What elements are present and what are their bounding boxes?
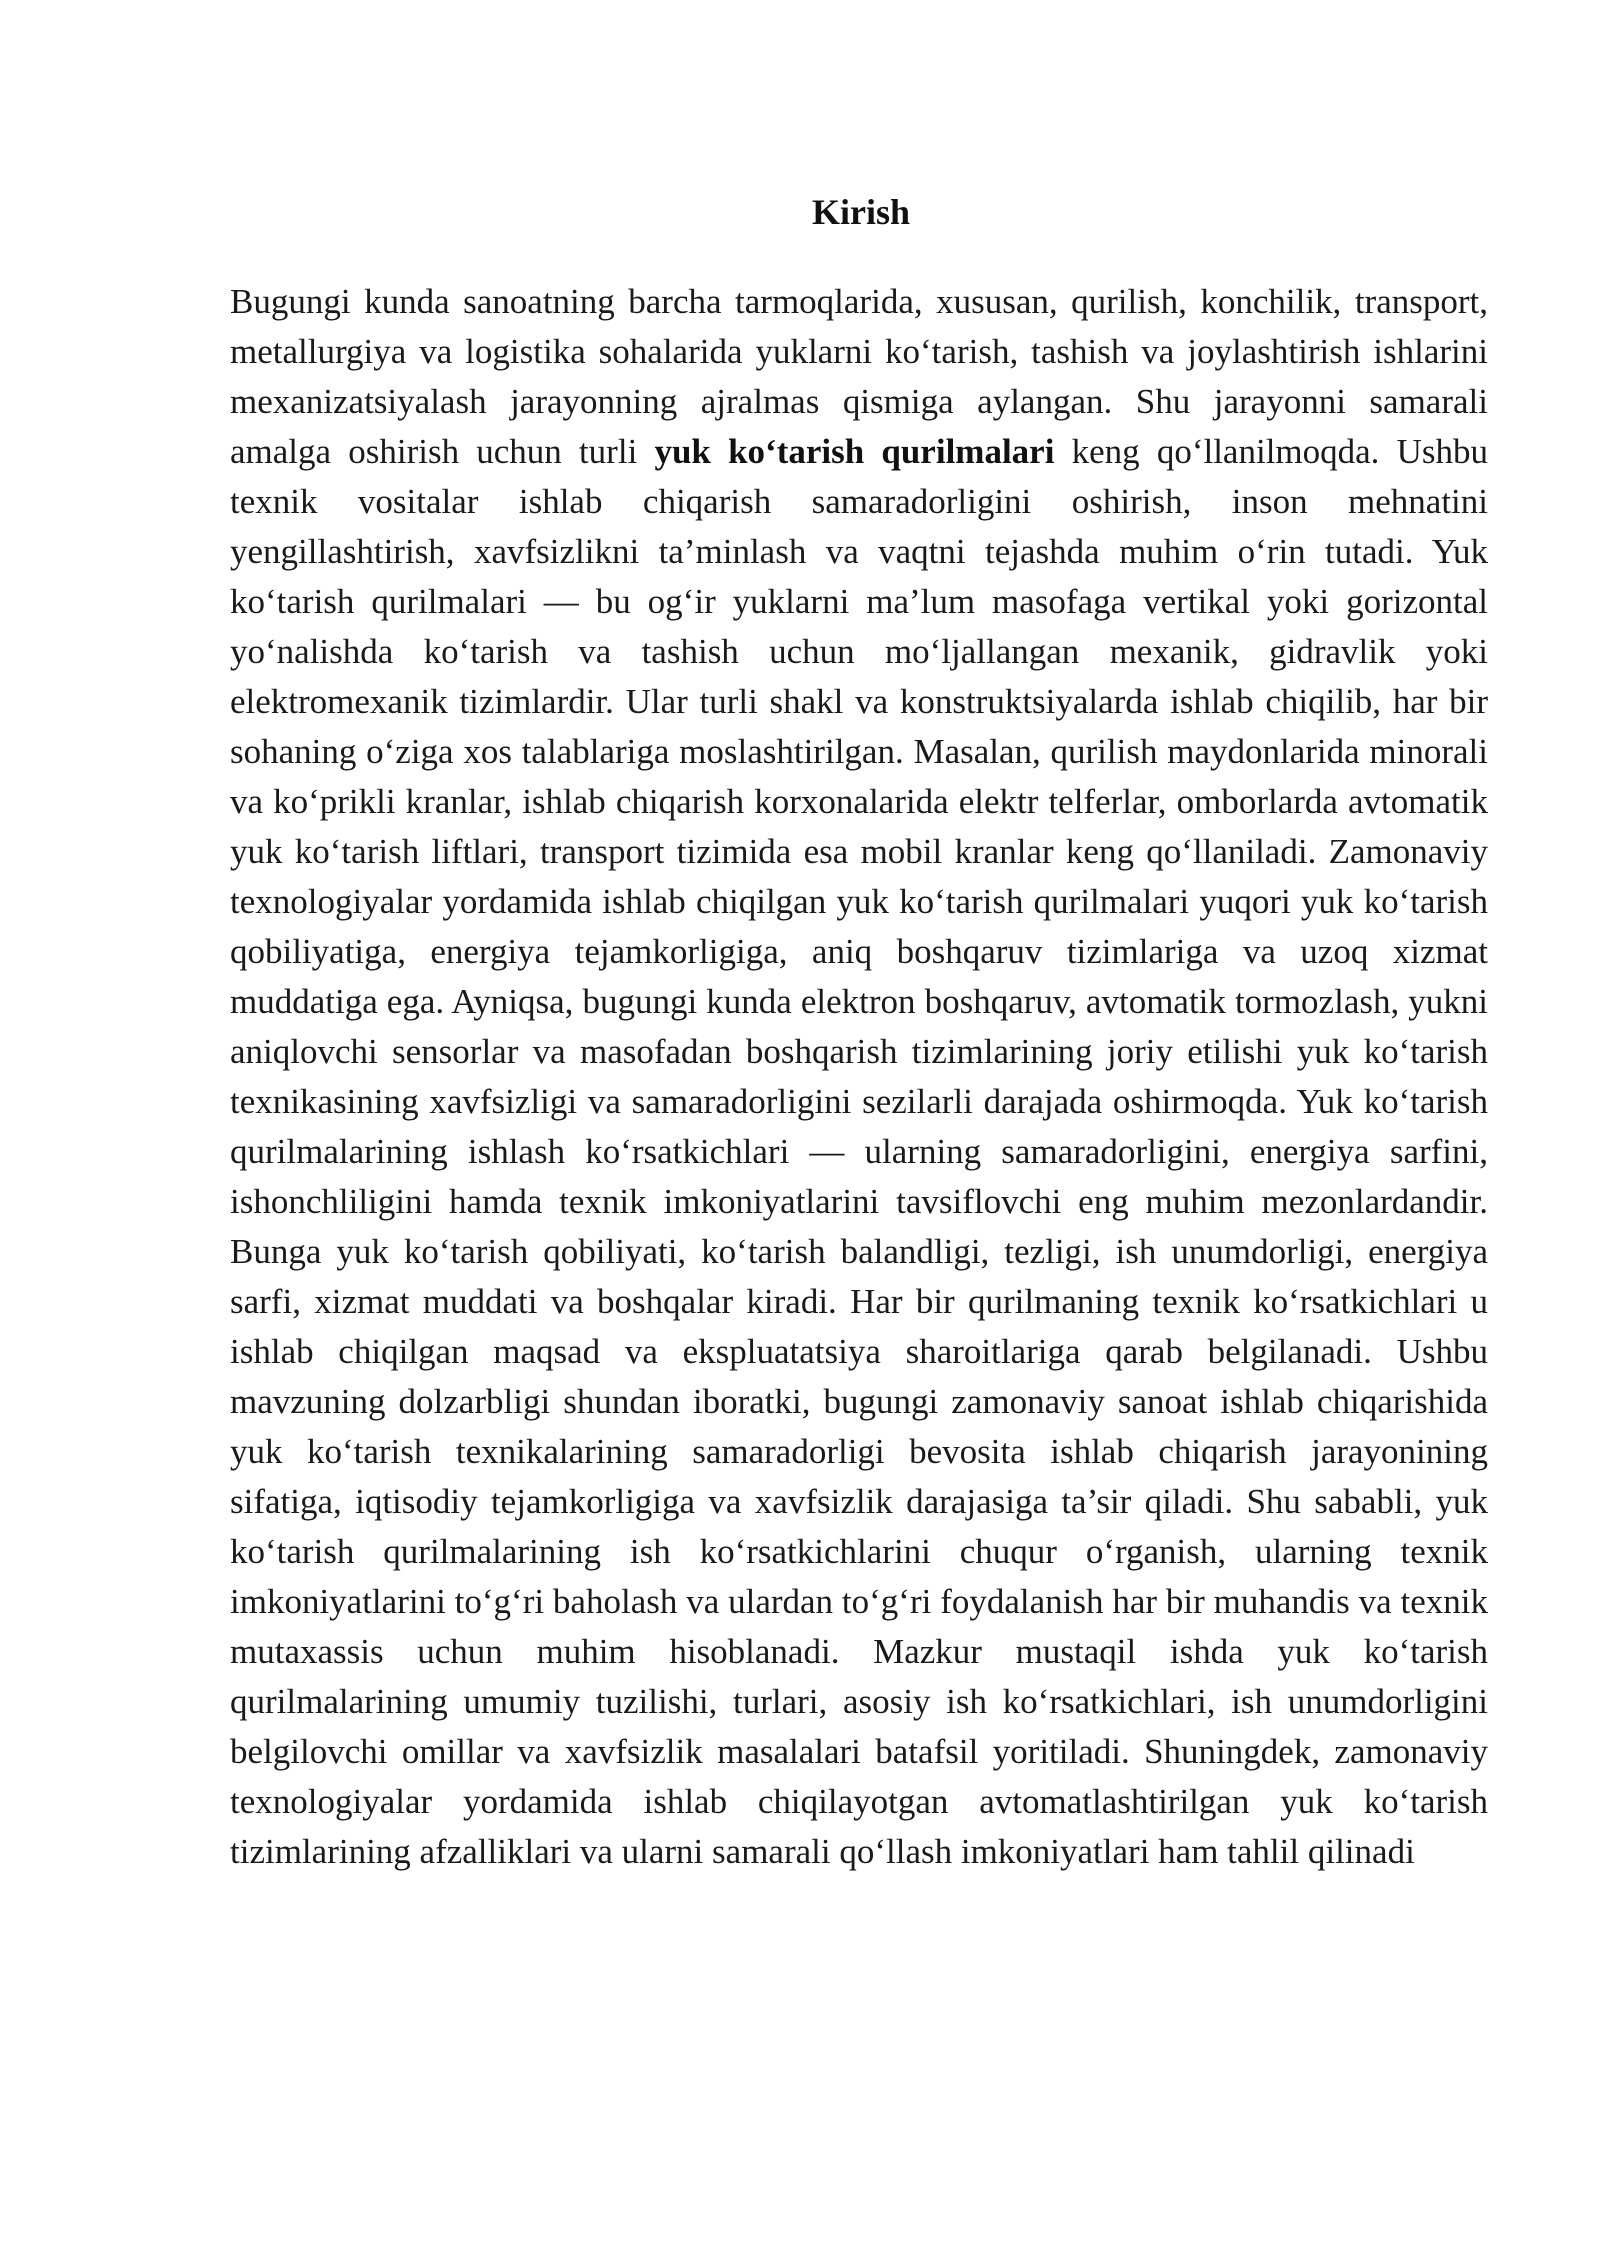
- paragraph-text-end: keng qo‘llanilmoqda. Ushbu texnik vositalar ishlab chiqarish samaradorligini oshirish, inson mehnatini yengillashtirish, xavfsizlikni ta’minlash va vaqtni tejashda muhim o‘rin tutadi. Yuk ko‘tarish qurilmalari — bu og‘ir yuklarni ma’lum masofaga vertikal yoki gorizontal yo‘nalishda ko‘tarish va tashish uchun mo‘ljallangan mexanik, gidravlik yoki elektromexanik tizimlardir. Ular turli shakl va konstruktsiyalarda ishlab chiqilib, har bir sohaning o‘ziga xos talablariga moslashtirilgan. Masalan, qurilish maydonlarida minorali va ko‘prikli kranlar, ishlab chiqarish korxonalarida elektr telferlar, omborlarda avtomatik yuk ko‘tarish liftlari, transport tizimida esa mobil kranlar keng qo‘llaniladi. Zamonaviy texnologiyalar yordamida ishlab chiqilgan yuk ko‘tarish qurilmalari yuqori yuk ko‘tarish qobiliyatiga, energiya tejamkorligiga, aniq boshqaruv tizimlariga va uzoq xizmat muddatiga ega. Ayniqsa, bugungi kunda elektron boshqaruv, avtomatik tormozlash, yukni aniqlovchi sensorlar va masofadan boshqarish tizimlarining joriy etilishi yuk ko‘tarish texnikasining xavfsizligi va samaradorligini sezilarli darajada oshirmoqda. Yuk ko‘tarish qurilmalarining ishlash ko‘rsatkichlari — ularning samaradorligini, energiya sarfini, ishonchliligini hamda texnik imkoniyatlarini tavsiflovchi eng muhim mezonlardandir. Bunga yuk ko‘tarish qobiliyati, ko‘tarish balandligi, tezligi, ish unumdorligi, energiya sarfi, xizmat muddati va boshqalar kiradi. Har bir qurilmaning texnik ko‘rsatkichlari u ishlab chiqilgan maqsad va ekspluatatsiya sharoitlariga qarab belgilanadi. Ushbu mavzuning dolzarbligi shundan iboratki, bugungi zamonaviy sanoat ishlab chiqarishida yuk ko‘tarish texnikalarining samaradorligi bevosita ishlab chiqarish jarayonining sifatiga, iqtisodiy tejamkorligiga va xavfsizlik darajasiga ta’sir qiladi. Shu sababli, yuk ko‘tarish qurilmalarining ish ko‘rsatkichlarini chuqur o‘rganish, ularning texnik imkoniyatlarini to‘g‘ri baholash va ulardan to‘g‘ri foydalanish har bir muhandis va texnik mutaxassis uchun muhim hisoblanadi. Mazkur mustaqil ishda yuk ko‘tarish qurilmalarining umumiy tuzilishi, turlari, asosiy ish ko‘rsatkichlari, ish unumdorligini belgilovchi omillar va xavfsizlik masalalari batafsil yoritiladi. Shuningdek, zamonaviy texnologiyalar yordamida ishlab chiqilayotgan avtomatlashtirilgan yuk ko‘tarish tizimlarining afzalliklari va ularni samarali qo‘llash imkoniyatlari ham tahlil qilinadi: [230, 432, 1488, 1871]
- paragraph-text-start: Bugungi kunda sanoatning barcha tarmoqlarida, xususan, qurilish, konchilik, transport, metallurgiya va logistika sohalarida yuklarni ko‘tarish, tashish va joylashtirish ishlarini mexanizatsiyalash jarayonning ajralmas qismiga aylangan. Shu jarayonni samarali amalga oshirish uchun turli: [230, 282, 1488, 471]
- bold-term: yuk ko‘tarish qurilmalari: [654, 432, 1055, 471]
- page-title: Kirish: [811, 192, 910, 232]
- body-paragraph: [230, 277, 1488, 1877]
